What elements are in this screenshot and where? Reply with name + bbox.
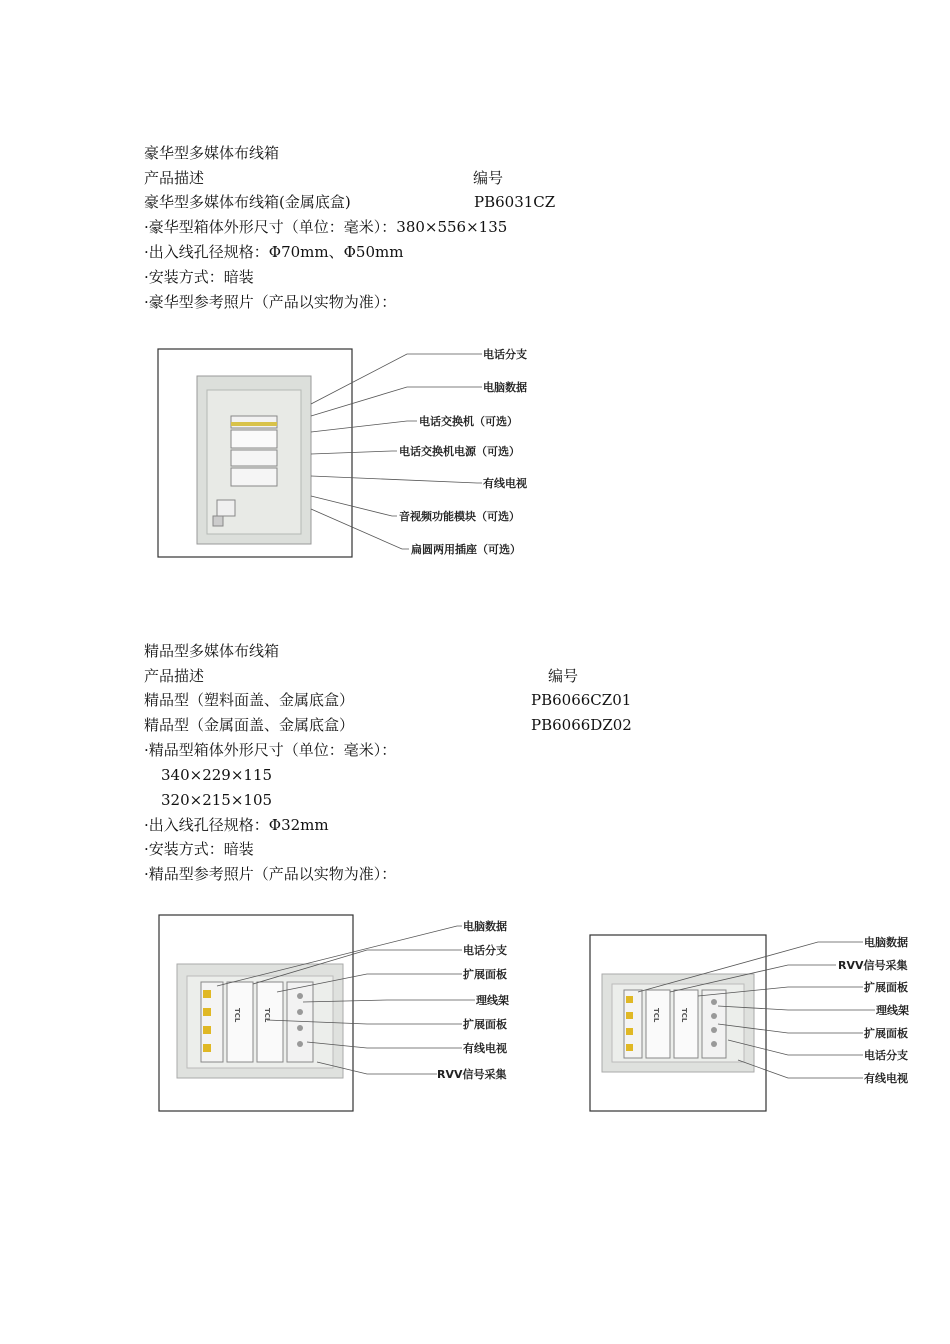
figure-label: 有线电视 [864,1072,908,1085]
section2-product-code: PB6066CZ01 [531,691,632,709]
figure-label: 扩展面板 [864,1027,908,1040]
section2-bullet: ·安装方式：暗装 [144,840,254,858]
section1-product-code: PB6031CZ [474,193,556,211]
figure-label: 音视频功能模块（可选） [399,510,520,523]
figure-label: 电话分支 [864,1049,908,1062]
section2-product-name: 精品型（金属面盖、金属底盒） [144,716,355,734]
section1-bullet: ·安装方式：暗装 [144,268,254,286]
figure-label: 扩展面板 [864,981,908,994]
figure-label: 扩展面板 [463,968,507,981]
figure-label: 电脑数据 [463,920,507,933]
figure-label: RVV信号采集 [437,1068,507,1081]
luxury-box-photo [157,344,537,562]
figure-label: 电话交换机电源（可选） [399,445,520,458]
section2-dimension: 320×215×105 [161,791,273,809]
section1-bullet: ·豪华型箱体外形尺寸（单位：毫米）：380×556×135 [144,218,508,236]
figure-label: 扩展面板 [463,1018,507,1031]
section2-product-code: PB6066DZ02 [531,716,632,734]
figure-label: 有线电视 [463,1042,507,1055]
section2-product-name: 精品型（塑料面盖、金属底盒） [144,691,355,709]
premium-box-photo-a [157,912,519,1116]
figure-label: 电脑数据 [864,936,908,949]
section1-code-header: 编号 [473,169,504,187]
figure-label: 理线架 [876,1004,909,1017]
section2-title: 精品型多媒体布线箱 [144,642,280,660]
section1-title: 豪华型多媒体布线箱 [144,144,280,162]
figure-label: 扁圆两用插座（可选） [411,543,521,556]
section2-bullet: ·精品型箱体外形尺寸（单位：毫米）： [144,741,397,759]
section2-bullet: ·精品型参考照片（产品以实物为准）： [144,865,397,883]
figure-label: 电话交换机（可选） [419,415,518,428]
section2-code-header: 编号 [548,667,579,685]
section1-product-name: 豪华型多媒体布线箱(金属底盒) [144,193,351,211]
section1-bullet: ·出入线孔径规格：Φ70mm、Φ50mm [144,243,404,261]
figure-label: 有线电视 [483,477,527,490]
brand-logo: TCL [233,1008,241,1023]
figure-label: 电话分支 [463,944,507,957]
brand-logo: TCL [263,1008,271,1023]
section1-bullet: ·豪华型参考照片（产品以实物为准）： [144,293,397,311]
premium-box-photo-b [588,932,916,1116]
figure-label: 电话分支 [483,348,527,361]
section2-dimension: 340×229×115 [161,766,273,784]
figure-label: 电脑数据 [483,381,527,394]
brand-logo: TCL [680,1008,688,1023]
figure-label: RVV信号采集 [838,959,908,972]
section1-desc-header: 产品描述 [144,169,205,187]
section2-desc-header: 产品描述 [144,667,205,685]
figure-label: 理线架 [476,994,509,1007]
section2-bullet: ·出入线孔径规格：Φ32mm [144,816,329,834]
brand-logo: TCL [652,1008,660,1023]
